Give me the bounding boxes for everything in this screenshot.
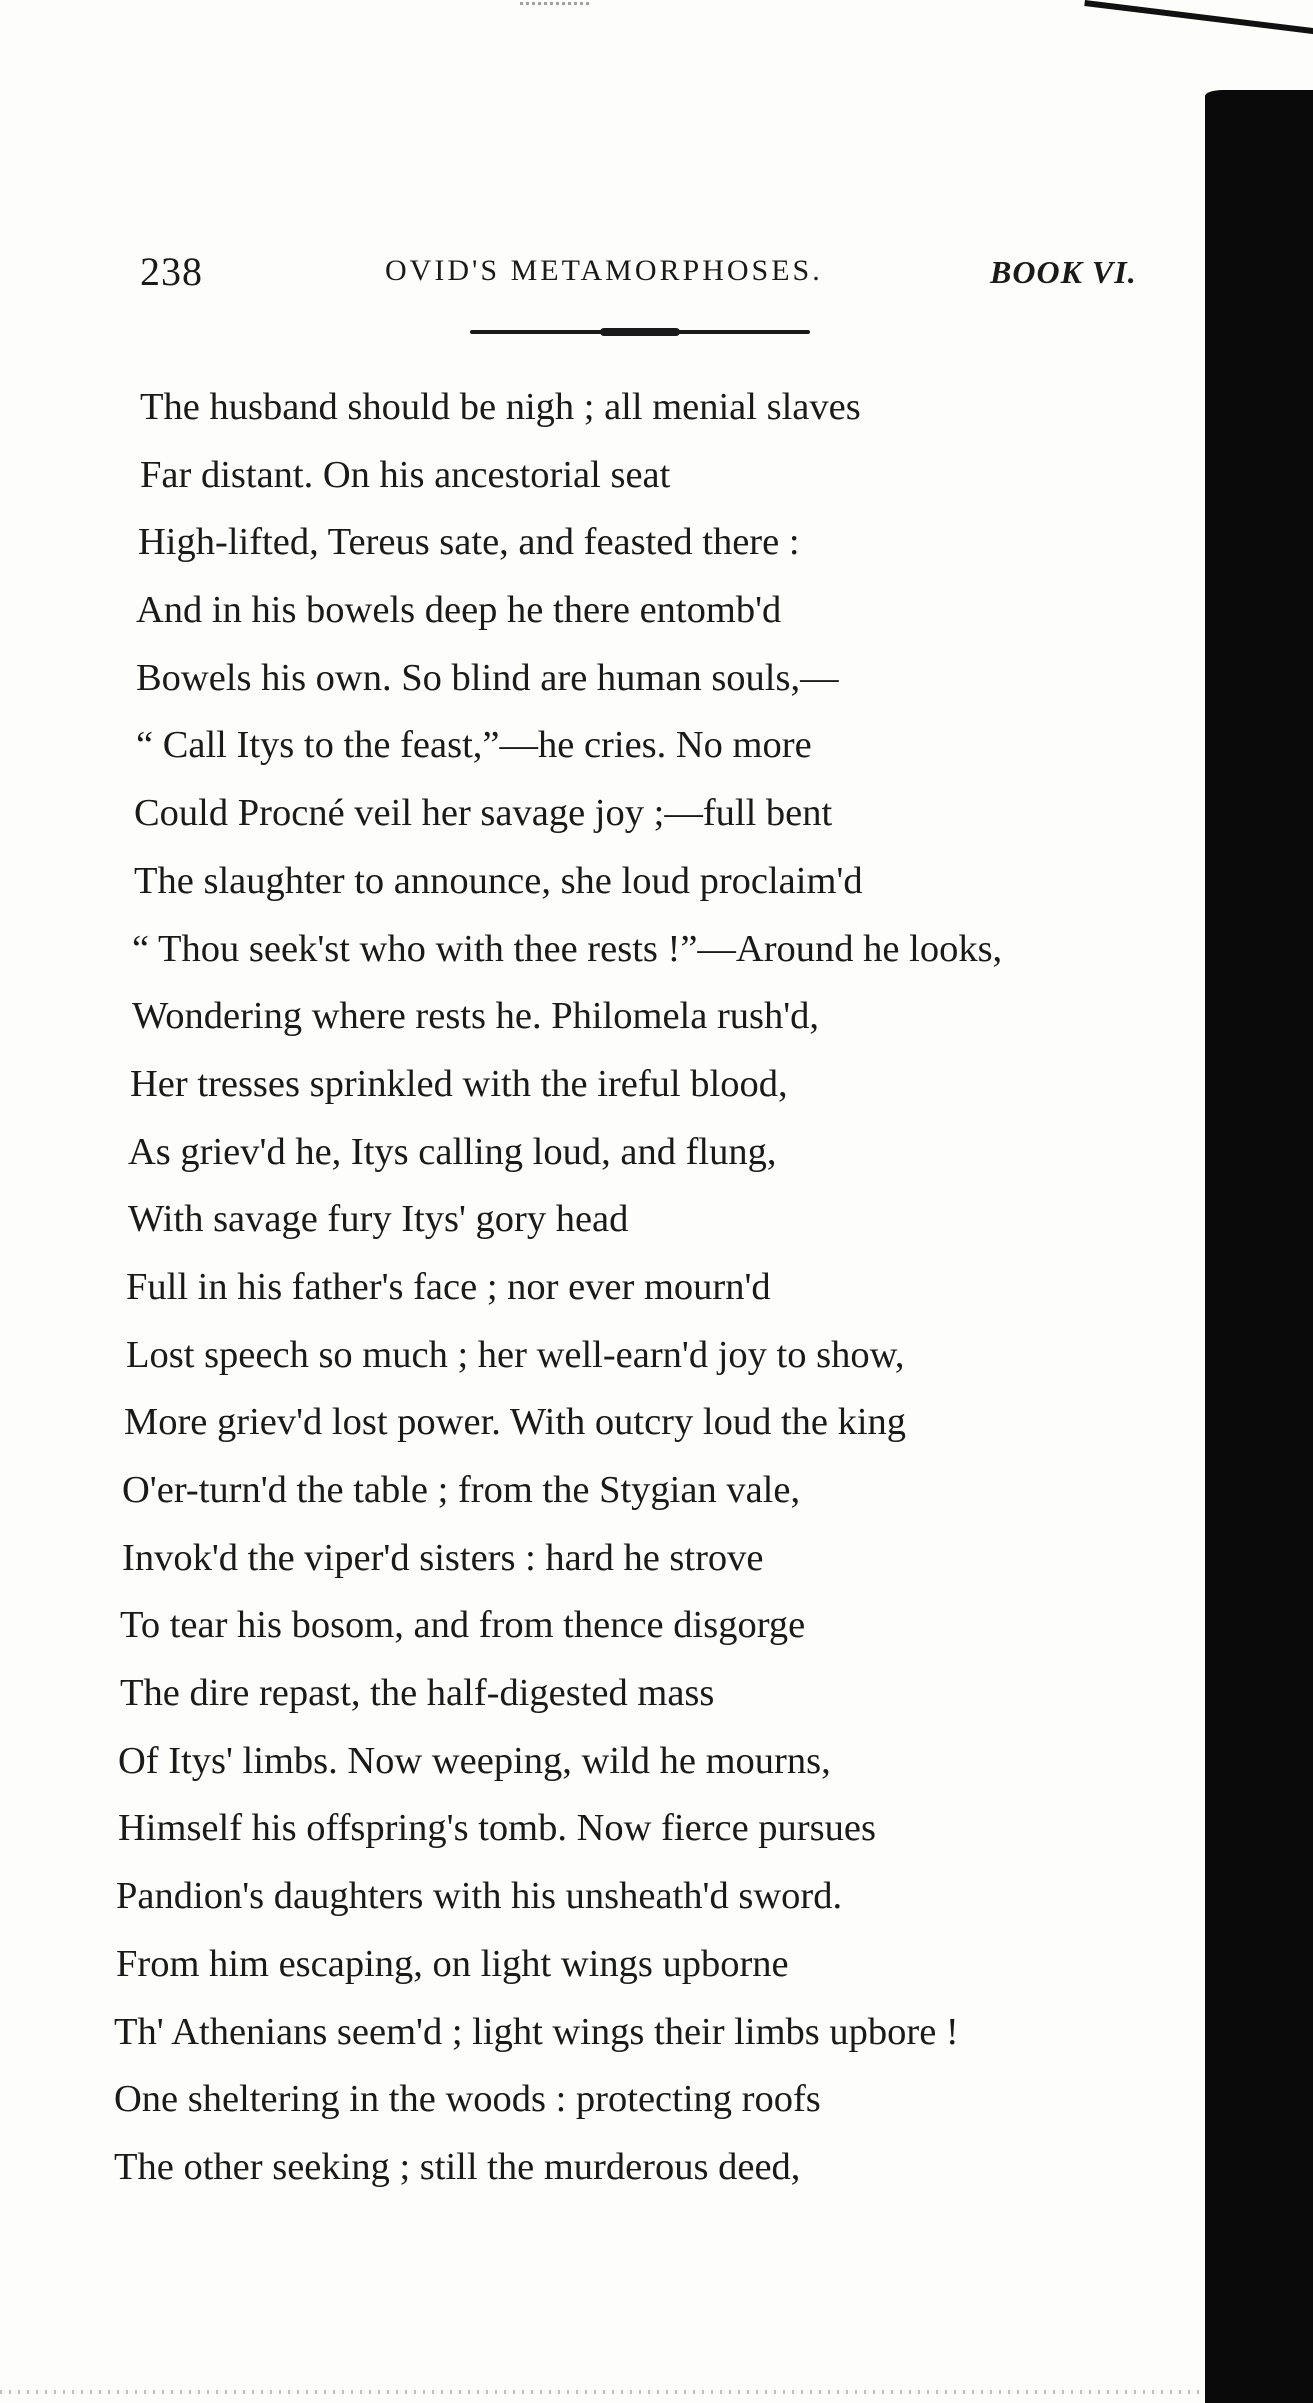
verse-line: Full in his father's face ; nor ever mourn'd (126, 1265, 771, 1308)
page-number: 238 (140, 249, 203, 294)
verse-line: And in his bowels deep he there entomb'd (136, 589, 782, 632)
verse-line: “ Call Itys to the feast,”—he cries. No more (136, 724, 812, 767)
verse-line: Could Procné veil her savage joy ;—full bent (134, 792, 833, 835)
verse-line: “ Thou seek'st who with thee rests !”—Around he looks, (132, 927, 1003, 970)
verse-line: As griev'd he, Itys calling loud, and flung, (128, 1130, 777, 1173)
verse-line: From him escaping, on light wings upborne (116, 1942, 789, 1985)
verse-line: Invok'd the viper'd sisters : hard he strove (122, 1536, 764, 1579)
verse-line: Lost speech so much ; her well-earn'd joy to show, (126, 1333, 905, 1376)
running-title: OVID'S METAMORPHOSES. (385, 254, 823, 287)
verse-line: O'er-turn'd the table ; from the Stygian vale, (122, 1469, 801, 1511)
verse-line: The dire repast, the half-digested mass (120, 1672, 715, 1715)
scan-artifact-bottom (0, 2390, 1200, 2394)
verse-line: Far distant. On his ancestorial seat (140, 453, 671, 496)
verse-body (0, 374, 1180, 2202)
header-ornament-rule (470, 330, 810, 334)
verse-line: High-lifted, Tereus sate, and feasted there : (138, 521, 800, 564)
verse-line: To tear his bosom, and from thence disgorge (120, 1604, 806, 1647)
verse-line: One sheltering in the woods : protecting roofs (114, 2078, 821, 2121)
verse-line: Wondering where rests he. Philomela rush'd, (132, 995, 820, 1038)
verse-line: Her tresses sprinkled with the ireful blood, (130, 1062, 788, 1105)
verse-line: Himself his offspring's tomb. Now fierce pursues (118, 1807, 876, 1850)
verse-line: The husband should be nigh ; all menial slaves (140, 386, 861, 428)
page-edge-curl (1079, 0, 1313, 75)
verse-line: The other seeking ; still the murderous deed, (114, 2145, 801, 2188)
running-header (0, 248, 1313, 298)
verse-line: Th' Athenians seem'd ; light wings their limbs upbore ! (114, 2010, 959, 2053)
verse-line: Of Itys' limbs. Now weeping, wild he mourns, (118, 1739, 831, 1782)
scan-artifact-top (520, 2, 590, 5)
verse-line: With savage fury Itys' gory head (128, 1198, 629, 1241)
book-label: BOOK VI. (990, 254, 1137, 290)
page-binding-shadow (1205, 90, 1313, 2403)
verse-line: The slaughter to announce, she loud proclaim'd (134, 859, 863, 902)
verse-line: More griev'd lost power. With outcry loud the king (124, 1401, 907, 1444)
verse-line: Pandion's daughters with his unsheath'd sword. (116, 1875, 843, 1918)
verse-line: Bowels his own. So blind are human souls,— (136, 656, 839, 699)
